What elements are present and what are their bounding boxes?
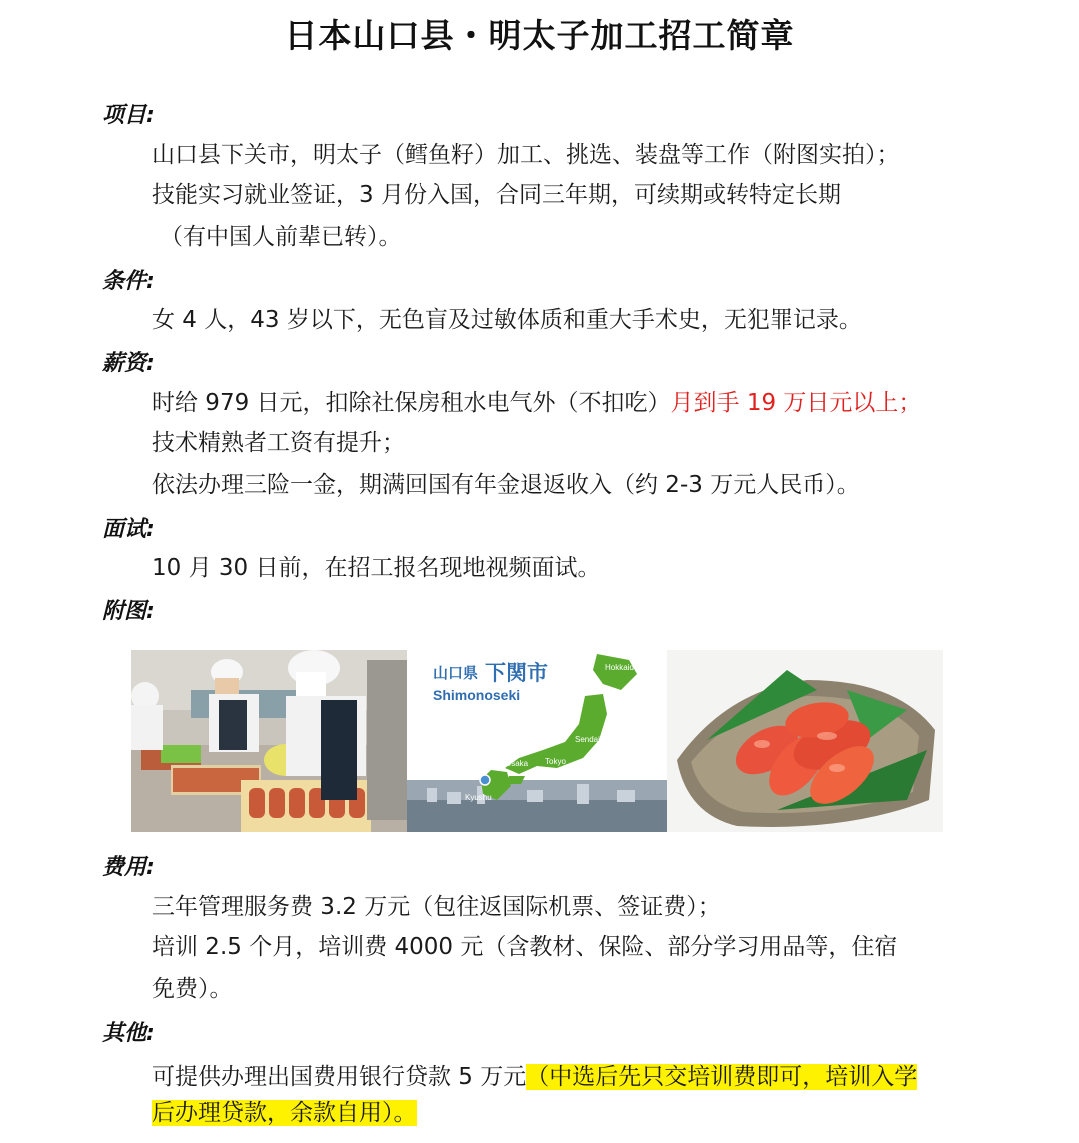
- section-heading-photos: 附图:: [102, 599, 155, 624]
- project-line-3: （有中国人前辈已转）。: [160, 224, 402, 250]
- page-title: 日本山口县・明太子加工招工简章: [284, 16, 795, 55]
- salary-line-2: 技术精熟者工资有提升；: [152, 430, 405, 456]
- loan-offer-text: 可提供办理出国费用银行贷款 5 万元: [152, 1064, 527, 1090]
- section-heading-project: 项目:: [102, 103, 155, 128]
- project-line-1: 山口县下关市，明太子（鳕鱼籽）加工、挑选、装盘等工作（附图实拍）；: [152, 142, 900, 168]
- conditions-line-1: 女 4 人，43 岁以下，无色盲及过敏体质和重大手术史，无犯罪记录。: [152, 307, 862, 333]
- salary-line-1: [152, 388, 921, 418]
- section-heading-interview: 面试:: [102, 517, 155, 542]
- fees-line-2: 培训 2.5 个月，培训费 4000 元（含教材、保险、部分学习用品等，住宿: [152, 934, 898, 960]
- mentaiko-dish-photo: [667, 650, 943, 832]
- other-line-2: [152, 1098, 417, 1128]
- fees-line-1: 三年管理服务费 3.2 万元（包往返国际机票、签证费）；: [152, 894, 721, 920]
- map-city-kyushu: Kyushu: [465, 793, 492, 802]
- map-city-tokyo: Tokyo: [545, 757, 566, 766]
- map-city-english-label: Shimonoseki: [433, 687, 521, 703]
- project-line-2: 技能实习就业签证，3 月份入国，合同三年期，可续期或转特定长期: [152, 182, 841, 208]
- map-prefecture-label: 山口県: [433, 664, 479, 682]
- other-line-1: [152, 1062, 917, 1092]
- map-city-sendai: Sendai: [575, 735, 600, 744]
- salary-hourly-text: 时给 979 日元，扣除社保房租水电气外（不扣吃）: [152, 390, 671, 416]
- salary-monthly-highlight: 月到手 19 万日元以上；: [670, 390, 922, 416]
- salary-line-3: 依法办理三险一金，期满回国有年金退返收入（约 2-3 万元人民币）。: [152, 472, 860, 498]
- loan-note-highlight-1: （中选后先只交培训费即可，培训入学: [526, 1064, 918, 1090]
- interview-line-1: 10 月 30 日前，在招工报名现地视频面试。: [152, 555, 601, 581]
- map-city-hokkaido: Hokkaido: [605, 663, 639, 672]
- section-heading-fees: 费用:: [102, 855, 155, 880]
- fees-line-3: 免费）。: [152, 976, 233, 1002]
- section-heading-conditions: 条件:: [102, 269, 155, 294]
- loan-note-highlight-2: 后办理贷款，余款自用）。: [152, 1100, 417, 1126]
- map-city-osaka: Osaka: [505, 759, 529, 768]
- map-city-label: 下関市: [485, 661, 548, 685]
- japan-map-photo: [407, 650, 667, 832]
- section-heading-other: 其他:: [102, 1021, 155, 1046]
- section-heading-salary: 薪资:: [102, 351, 155, 376]
- factory-workers-photo: [131, 650, 407, 832]
